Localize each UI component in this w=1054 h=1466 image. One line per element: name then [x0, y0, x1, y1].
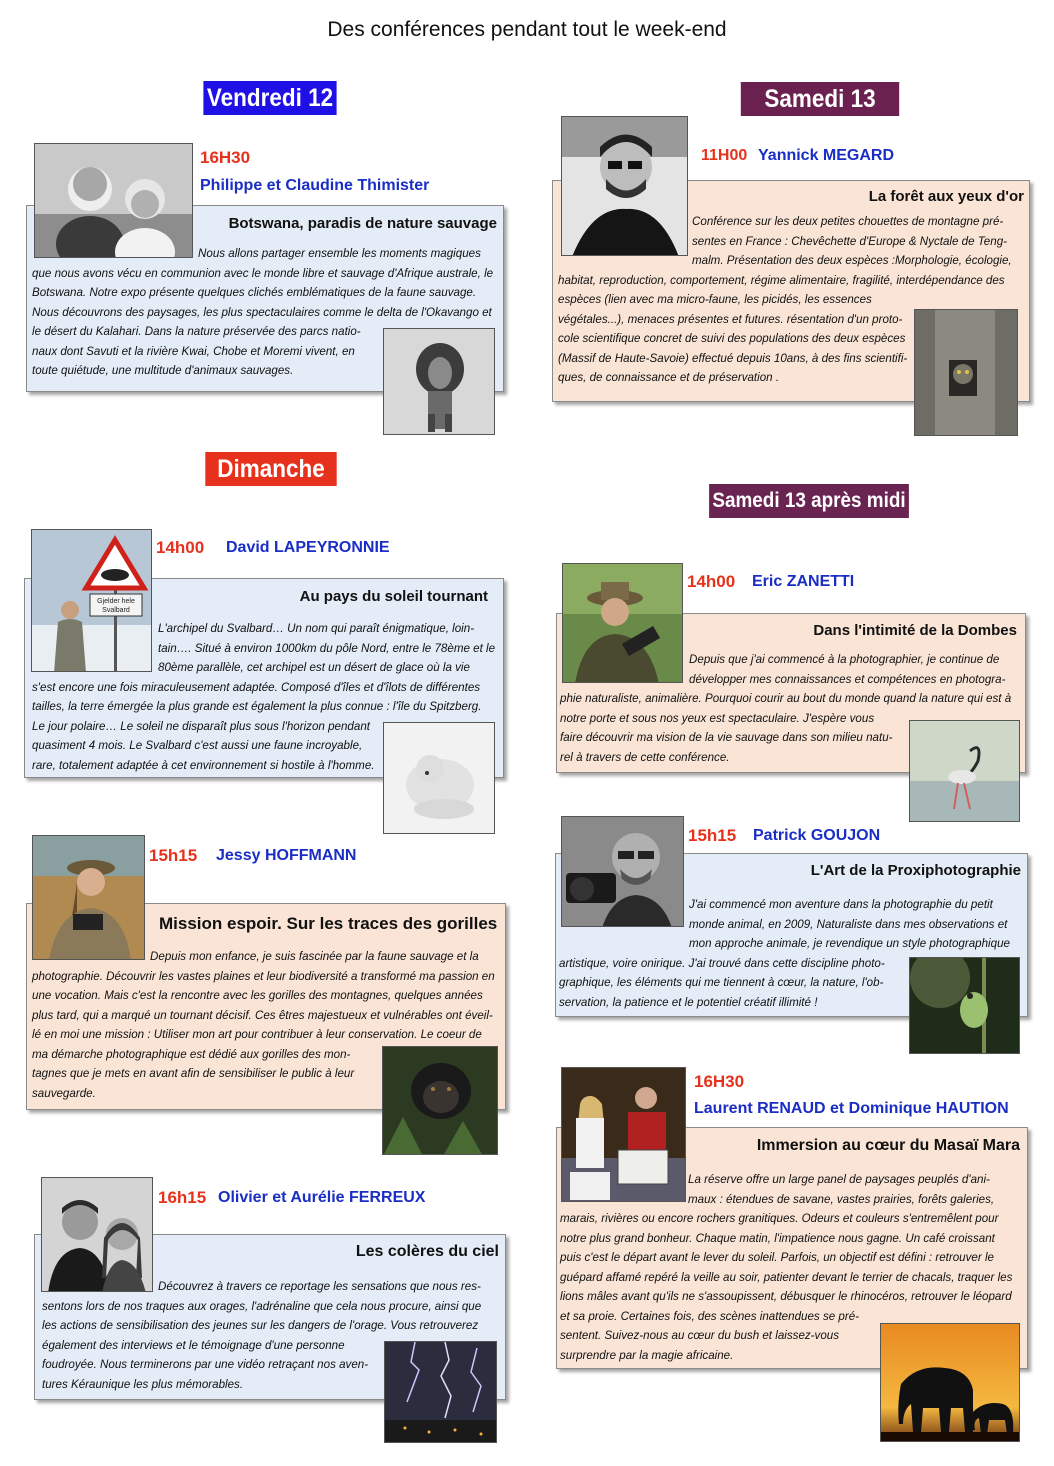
talk-time: 16H30 — [694, 1072, 745, 1091]
desc-line: cole scientifique concret de suivi des populations des deux espèces — [558, 332, 906, 345]
talk-title: La forêt aux yeux d'or — [868, 188, 1024, 205]
desc-line: également des interviews et le témoignage d'une personne — [42, 1338, 345, 1352]
frog-photo — [909, 957, 1020, 1054]
day-banner-samedi-matin: Samedi 13 matin — [741, 82, 899, 116]
desc-line: Depuis mon enfance, je suis fascinée par la faune sauvage et la — [150, 950, 479, 963]
elephant-sunset-photo — [880, 1323, 1020, 1442]
speaker-name: Olivier et Aurélie FERREUX — [218, 1189, 426, 1206]
desc-line: notre porte et sous nos yeux est spectaculaire. J'espère vous — [560, 711, 875, 725]
desc-line: sentons lors de nos traques aux orages, l'adrénaline que cela nous procure, ainsi que — [42, 1299, 482, 1313]
desc-line: habitat, reproduction, comportement, régime alimentaire, fragilité, interdépendance des — [558, 273, 1005, 287]
talk-title: Mission espoir. Sur les traces des gorilles — [159, 914, 498, 933]
desc-line: surprendre par la magie africaine. — [560, 1348, 734, 1362]
desc-line: sentent. Suivez-nous au cœur du bush et laissez-vous — [560, 1329, 840, 1342]
desc-line: sentes en France : Chevêchette d'Europe & Nyctale de Teng- — [692, 234, 1008, 248]
page-title: Des conférences pendant tout le week-end — [327, 18, 727, 41]
desc-line: tures Kéraunique les plus mémorables. — [42, 1377, 244, 1391]
lion-photo — [383, 328, 495, 435]
desc-line: mon approche animale, je revendique un style photographique — [689, 937, 1010, 950]
desc-line: Nous allons partager ensemble les moments magiques — [198, 247, 481, 260]
speaker-photo-renaud — [561, 1067, 686, 1202]
talk-title: L'Art de la Proxiphotographie — [810, 862, 1021, 879]
desc-line: Depuis que j'ai commencé à la photographier, je continue de — [689, 653, 1000, 666]
desc-line: rare, totalement adaptée à cet environnement si hostile à l'homme. — [32, 758, 375, 772]
desc-line: marais, rivières ou encore rochers granitiques. Odeurs et couleurs s'entremêlent pour — [560, 1212, 999, 1225]
talk-time: 11H00 — [701, 147, 748, 164]
desc-line: toute quiétude, une multitude d'animaux sauvages. — [32, 364, 294, 377]
day-banner-samedi-apres-midi: Samedi 13 après midi — [709, 484, 909, 518]
speaker-name: Laurent RENAUD et Dominique HAUTION — [694, 1100, 1009, 1117]
desc-line: photographie. Découvrir les vastes plaines et leur biodiversité a transformé ma passion en — [32, 969, 495, 983]
speaker-photo-goujon — [561, 816, 684, 927]
desc-line: tailles, la terre émergée la plus grande est également la plus connue : l'île du Spitzberg. — [32, 700, 482, 713]
desc-line: que nous avons vécu en communion avec le monde libre et sauvage d'Afrique australe, le — [32, 266, 494, 280]
desc-line: (Massif de Haute-Savoie) effectué depuis 10ans, à des fins scientifi- — [558, 351, 908, 365]
desc-line: ques, de connaissance et de préservation . — [558, 371, 780, 384]
talk-time: 15h15 — [149, 846, 198, 865]
desc-line: tagnes que je mets en avant afin de sensibiliser le public à leur — [32, 1067, 355, 1080]
desc-line: faire découvrir ma vision de la vie sauvage dans son milieu natu- — [560, 731, 893, 744]
day-banner-dimanche: Dimanche 14 — [205, 452, 336, 486]
talk-title: Dans l'intimité de la Dombes — [813, 622, 1017, 639]
desc-line: 80ème parallèle, cet archipel est un désert de glace où la vie — [158, 661, 470, 674]
speaker-photo-lapeyronnie — [31, 529, 152, 672]
desc-line: rel à travers de cette conférence. — [560, 750, 730, 764]
talk-time: 15h15 — [688, 826, 737, 845]
talk-title: Au pays du soleil tournant — [299, 588, 488, 605]
desc-line: ma démarche photographique est dédié aux gorilles des mon- — [32, 1047, 351, 1061]
desc-line: Botswana. Notre expo présente quelques clichés emblématiques de la faune sauvage. — [32, 286, 477, 299]
desc-line: le désert du Kalahari. Dans la nature préservée des parcs natio- — [32, 325, 361, 338]
svg-text:Gjelder hele: Gjelder hele — [97, 598, 135, 605]
gorilla-photo — [382, 1046, 498, 1155]
speaker-photo-thimister — [34, 143, 193, 258]
lightning-photo — [384, 1341, 497, 1443]
speaker-photo-megard — [561, 116, 688, 256]
talk-time: 14h00 — [687, 572, 736, 591]
talk-time: 16h15 — [158, 1188, 207, 1207]
desc-line: La réserve offre un large panel de paysages peuplés d'ani- — [688, 1173, 990, 1186]
desc-line: foudroyée. Nous terminerons par une vidéo retraçant nos aven- — [42, 1358, 369, 1371]
desc-line: végétales...), menaces présentes et futures. résentation d'un proto- — [558, 312, 903, 326]
desc-line: monde animal, en 2009, Naturaliste dans mes observations et — [689, 917, 1008, 931]
desc-line: servation, la patience et le potentiel créatif illimité ! — [559, 995, 818, 1009]
polar-bear-photo — [383, 722, 495, 834]
desc-line: Le jour polaire… Le soleil ne disparaît plus sous l'horizon pendant — [32, 719, 370, 733]
desc-line: L'archipel du Svalbard… Un nom qui paraît énigmatique, loin- — [158, 622, 475, 635]
speaker-photo-ferreux — [41, 1177, 153, 1292]
speaker-name: Jessy HOFFMANN — [216, 847, 357, 864]
desc-line: graphique, les éléments qui me tiennent à cœur, la nature, l'ob- — [559, 976, 884, 989]
speaker-photo-hoffmann — [32, 835, 145, 960]
desc-line: phie naturaliste, animalière. Pourquoi courir au bout du monde quand la nature qui est à — [560, 692, 1012, 705]
talk-title: Botswana, paradis de nature sauvage — [228, 215, 497, 232]
speaker-name: Eric ZANETTI — [752, 573, 855, 590]
desc-line: développer mes connaissances et compétences en photogra- — [689, 672, 1006, 686]
desc-line: maux : étendues de savane, vastes prairies, forêts galeries, — [688, 1192, 995, 1206]
desc-line: et sa proie. Certaines fois, des scènes inattendues se pré- — [560, 1309, 860, 1323]
desc-line: lions mâles avant qu'ils ne s'assoupissent, débusquer le rhinocéros, retrouver le léopard — [560, 1290, 1012, 1303]
desc-line: naux dont Savuti et la rivière Kwai, Chobe et Moremi vivent, en — [32, 344, 355, 358]
desc-line: puis c'est le départ avant le lever du soleil. Parfois, un objectif est défini : retrouver le — [560, 1251, 994, 1264]
owl-photo — [914, 309, 1018, 436]
desc-line: une vocation. Mais c'est la rencontre avec les gorilles des montagnes, quelques années — [32, 989, 483, 1002]
speaker-photo-zanetti — [562, 563, 683, 683]
talk-time: 16H30 — [200, 148, 251, 167]
desc-line: artistique, voire onirique. J'ai trouvé dans cette discipline photo- — [559, 956, 885, 970]
desc-line: Découvrez à travers ce reportage les sensations que nous res- — [158, 1280, 481, 1293]
desc-line: espèces (lien avec ma micro-faune, les picidés, les essences — [558, 293, 872, 306]
desc-line: quasiment 4 mois. Le Svalbard c'est aussi une faune incroyable, — [32, 739, 363, 752]
desc-line: plus tard, qui a marqué un tournant décisif. Ces êtres majestueux et vulnérables ont éveil- — [32, 1008, 493, 1022]
desc-line: sauvegarde. — [32, 1086, 96, 1100]
desc-line: Nous découvrons des paysages, les plus spectaculaires comme le delta de l'Okavango et — [32, 305, 492, 319]
desc-line: tain…. Situé à environ 1000km du pôle Nord, entre le 78ème et le — [158, 641, 496, 655]
desc-line: guépard affamé repéré la veille au soir, patienter devant le terrier de chacals, traquer les — [560, 1270, 1013, 1284]
desc-line: Conférence sur les deux petites chouettes de montagne pré- — [692, 215, 1004, 228]
speaker-name: David LAPEYRONNIE — [226, 539, 390, 556]
speaker-name: Yannick MEGARD — [758, 147, 895, 164]
talk-time: 14h00 — [156, 538, 205, 557]
talk-title: Les colères du ciel — [355, 1243, 499, 1260]
flamingo-photo — [909, 720, 1020, 822]
desc-line: malm. Présentation des deux espèces :Morphologie, écologie, — [692, 254, 1012, 267]
desc-line: notre plus grand bonheur. Chaque matin, l'impatience nous gagne. Un café croissant — [560, 1231, 995, 1245]
talk-title: Immersion au cœur du Masaï Mara — [756, 1137, 1020, 1154]
desc-line: lé en moi une mission : Utiliser mon art pour contribuer à leur conservation. Le coeur de — [32, 1028, 482, 1041]
day-banner-vendredi: Vendredi 12 — [203, 81, 336, 115]
desc-line: s'est encore une fois miraculeusement adaptée. Composé d'îles et d'îlots de différentes — [32, 680, 481, 694]
speaker-name: Patrick GOUJON — [753, 827, 881, 844]
speaker-name: Philippe et Claudine Thimister — [200, 177, 430, 194]
desc-line: J'ai commencé mon aventure dans la photographie du petit — [689, 898, 993, 911]
svg-text:Svalbard: Svalbard — [102, 607, 130, 614]
desc-line: les actions de sensibilisation des jeunes sur les dangers de l'orage. Vous retrouverez — [42, 1319, 479, 1332]
